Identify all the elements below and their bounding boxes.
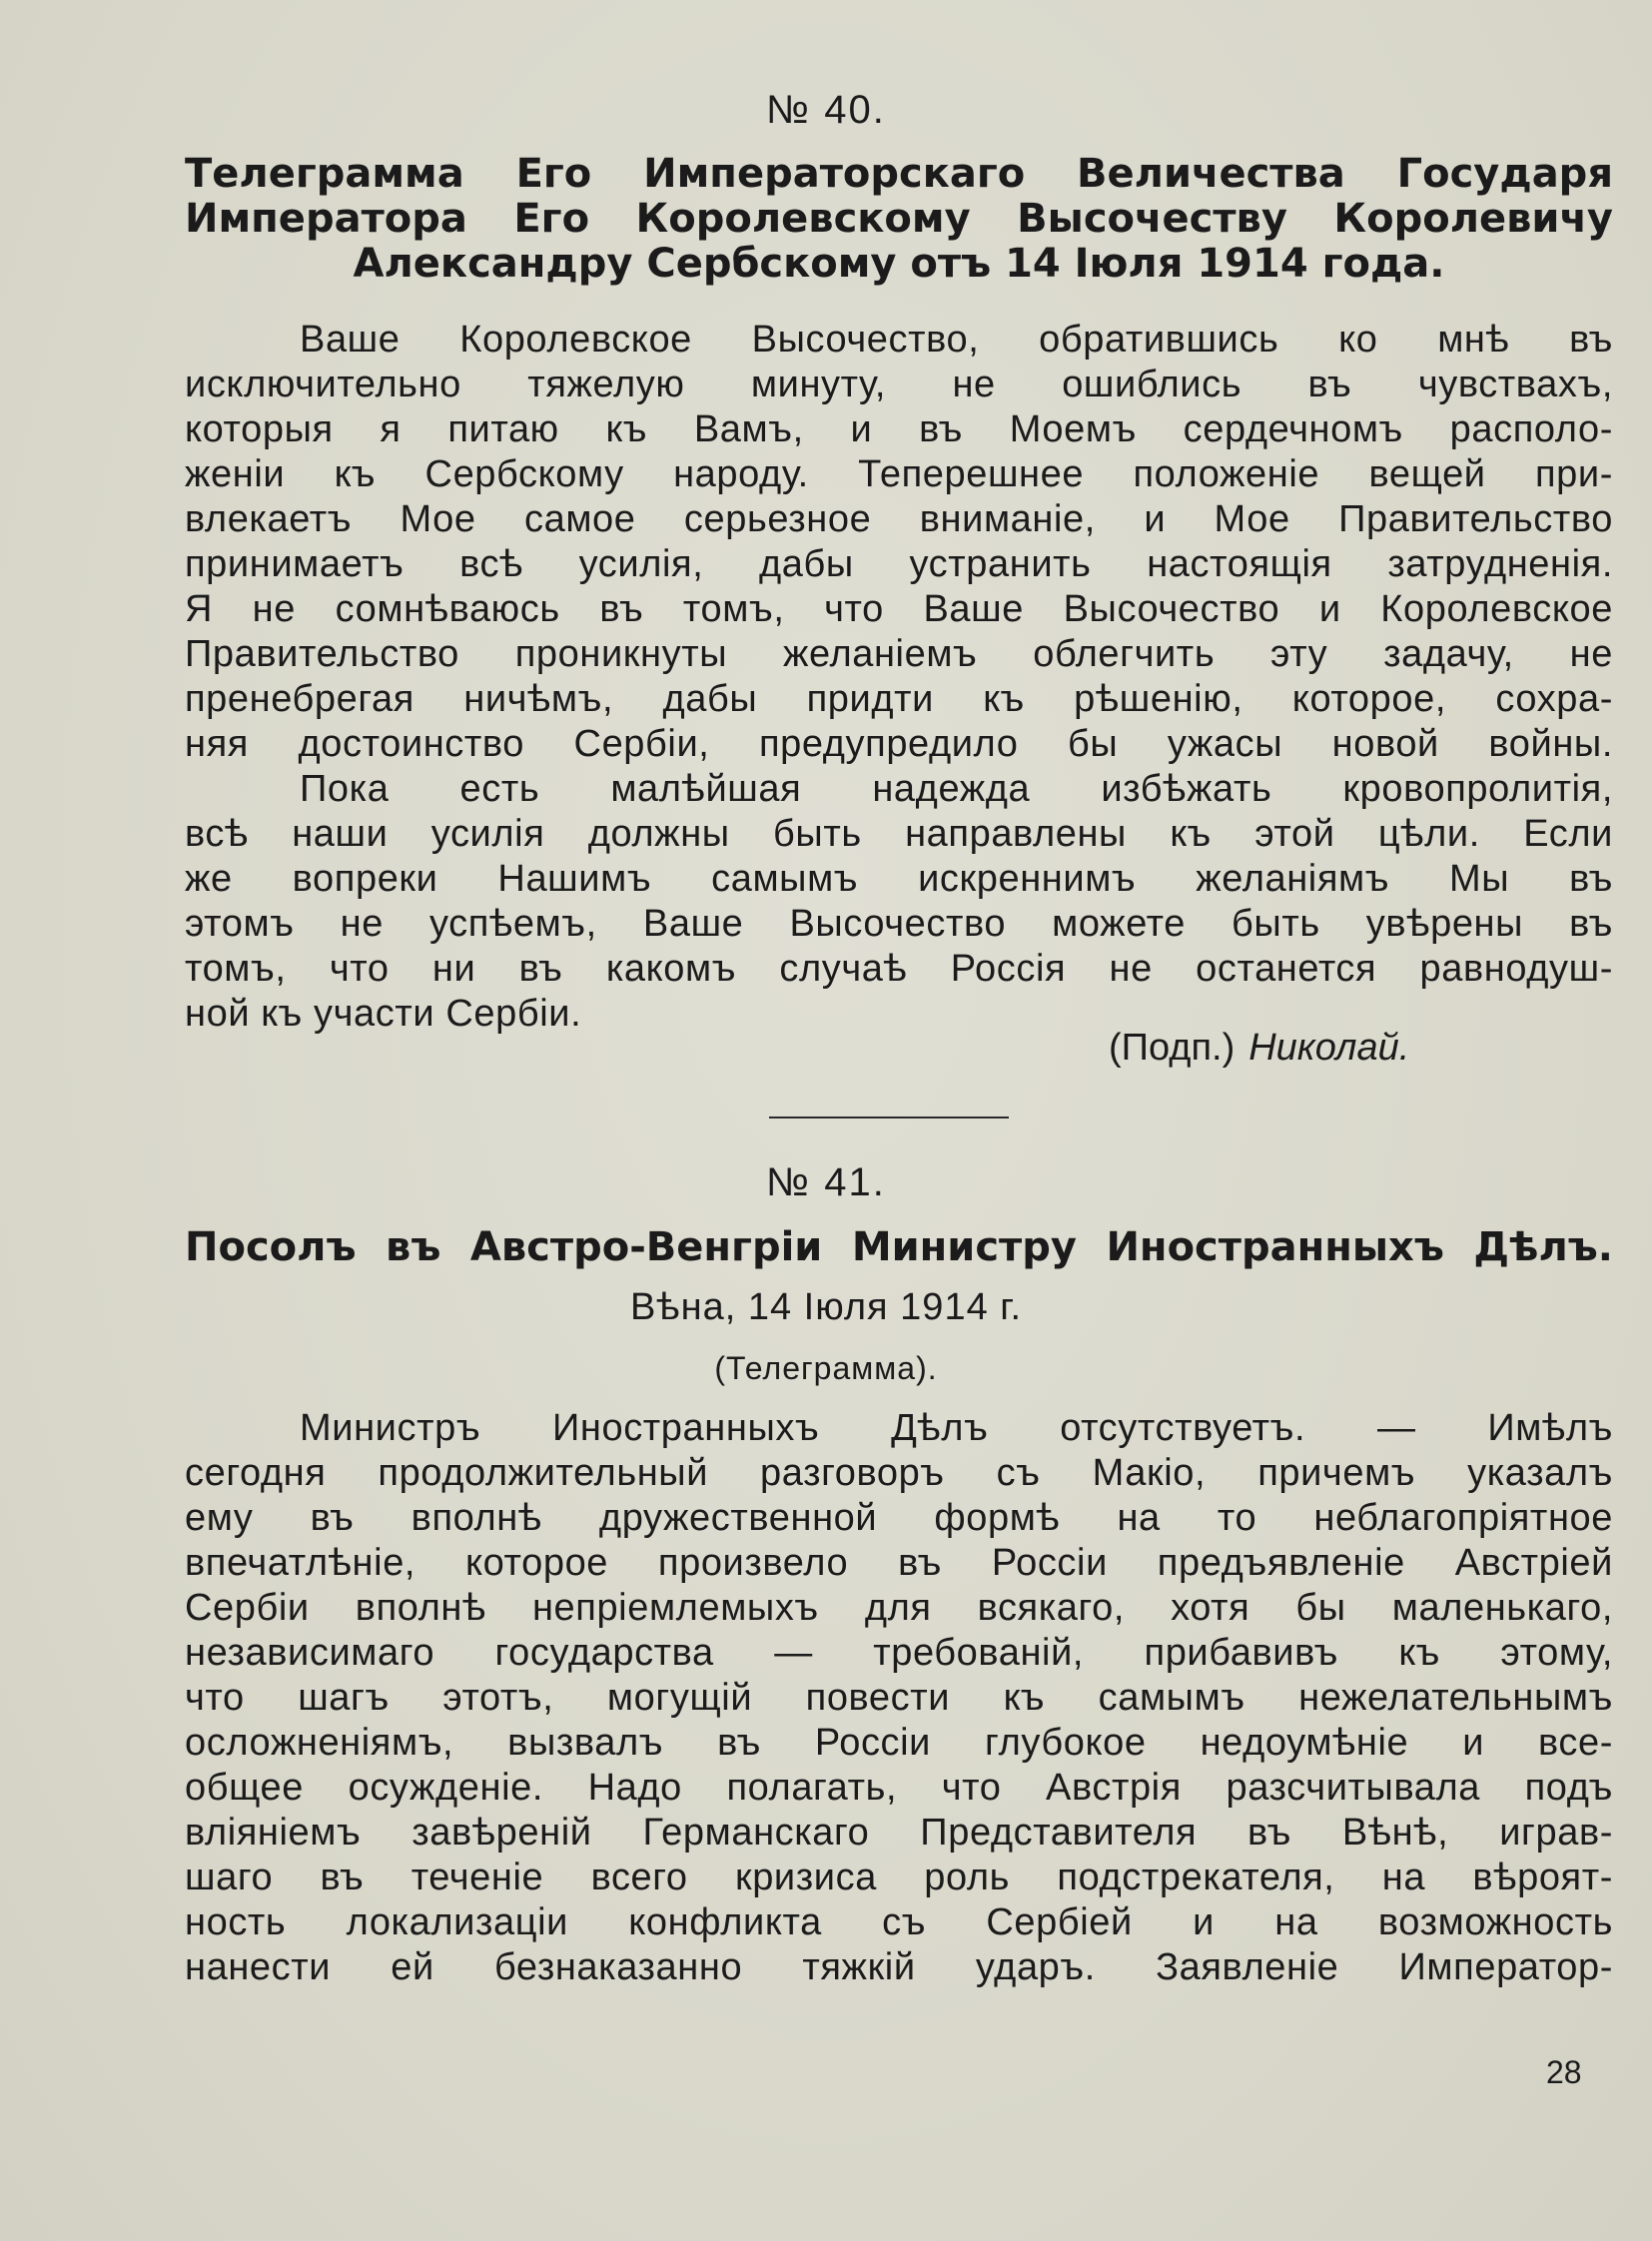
text-line: независимаго государства — требованій, прибавивъ къ этому,	[185, 1632, 1613, 1674]
text-line: шаго въ теченіе всего кризиса роль подстрекателя, на вѣроят-	[185, 1857, 1613, 1898]
text-line: няя достоинство Сербіи, предупредило бы ужасы новой войны.	[185, 723, 1613, 765]
document-body-40	[185, 318, 1613, 1037]
text-line: влекаетъ Мое самое серьезное вниманіе, и Мое Правительство	[185, 498, 1613, 540]
signature-name: Николай.	[1248, 1027, 1410, 1069]
text-line: Сербіи вполнѣ непріемлемыхъ для всякаго, хотя бы маленькаго,	[185, 1587, 1613, 1629]
text-line: вліяніемъ завѣреній Германскаго Представителя въ Вѣнѣ, играв-	[185, 1812, 1613, 1854]
text-line: сегодня продолжительный разговоръ съ Макіо, причемъ указалъ	[185, 1452, 1613, 1494]
text-line: томъ, что ни въ какомъ случаѣ Россія не останется равнодуш-	[185, 948, 1613, 990]
title-line: Императора Его Королевскому Высочеству Королевичу	[185, 196, 1613, 242]
document-number-40: № 40.	[766, 88, 886, 132]
text-line: женіи къ Сербскому народу. Теперешнее положеніе вещей при-	[185, 453, 1613, 495]
text-line: что шагъ этотъ, могущій повести къ самымъ нежелательнымъ	[185, 1677, 1613, 1719]
document-title-40	[185, 152, 1613, 287]
text-line: Министръ Иностранныхъ Дѣлъ отсутствуетъ. — Имѣлъ	[300, 1407, 1613, 1449]
place-date: Вѣна, 14 Іюля 1914 г.	[629, 1286, 1023, 1328]
signature-prefix: (Подп.)	[1109, 1027, 1236, 1069]
text-line: же вопреки Нашимъ самымъ искреннимъ желаніямъ Мы въ	[185, 858, 1613, 900]
text-line: которыя я питаю къ Вамъ, и въ Моемъ сердечномъ располо-	[185, 408, 1613, 450]
signature	[1109, 1027, 1409, 1070]
text-line: Пока есть малѣйшая надежда избѣжать кровопролитія,	[300, 768, 1613, 810]
title-line: Посолъ въ Австро-Венгріи Министру Иностранныхъ Дѣлъ.	[185, 1224, 1613, 1270]
document-number-41: № 41.	[766, 1160, 886, 1204]
text-line: впечатлѣніе, которое произвело въ Россіи предъявленіе Австріей	[185, 1542, 1613, 1584]
text-line: этомъ не успѣемъ, Ваше Высочество можете быть увѣрены въ	[185, 903, 1613, 945]
section-divider	[769, 1117, 1009, 1119]
text-line: принимаетъ всѣ усилія, дабы устранить настоящія затрудненія.	[185, 543, 1613, 585]
text-line: нанести ей безнаказанно тяжкій ударъ. Заявленіе Император-	[185, 1946, 1613, 1988]
document-body-41	[185, 1406, 1613, 1990]
text-line: исключительно тяжелую минуту, не ошиблись въ чувствахъ,	[185, 364, 1613, 405]
document-type: (Телеграмма).	[714, 1350, 938, 1386]
text-line: общее осужденіе. Надо полагать, что Австрія разсчитывала подъ	[185, 1767, 1613, 1809]
title-line: Александру Сербскому отъ 14 Іюля 1914 года.	[353, 241, 1445, 287]
title-line: Телеграмма Его Императорскаго Величества Государя	[185, 151, 1613, 197]
text-line: осложненіямъ, вызвалъ въ Россіи глубокое недоумѣніе и все-	[185, 1722, 1613, 1764]
text-line: Правительство проникнуты желаніемъ облегчить эту задачу, не	[185, 633, 1613, 675]
text-line: ему въ вполнѣ дружественной формѣ на то неблагопріятное	[185, 1497, 1613, 1539]
text-line: ность локализаціи конфликта съ Сербіей и на возможность	[185, 1901, 1613, 1943]
document-title-41	[185, 1225, 1613, 1270]
text-line: ной къ участи Сербіи.	[185, 993, 582, 1035]
text-line: Ваше Королевское Высочество, обратившись ко мнѣ въ	[300, 319, 1613, 361]
text-line: всѣ наши усилія должны быть направлены къ этой цѣли. Если	[185, 813, 1613, 855]
page-number: 28	[1546, 2054, 1582, 2090]
text-line: Я не сомнѣваюсь въ томъ, что Ваше Высочество и Королевское	[185, 588, 1613, 630]
text-line: пренебрегая ничѣмъ, дабы придти къ рѣшенію, которое, сохра-	[185, 678, 1613, 720]
